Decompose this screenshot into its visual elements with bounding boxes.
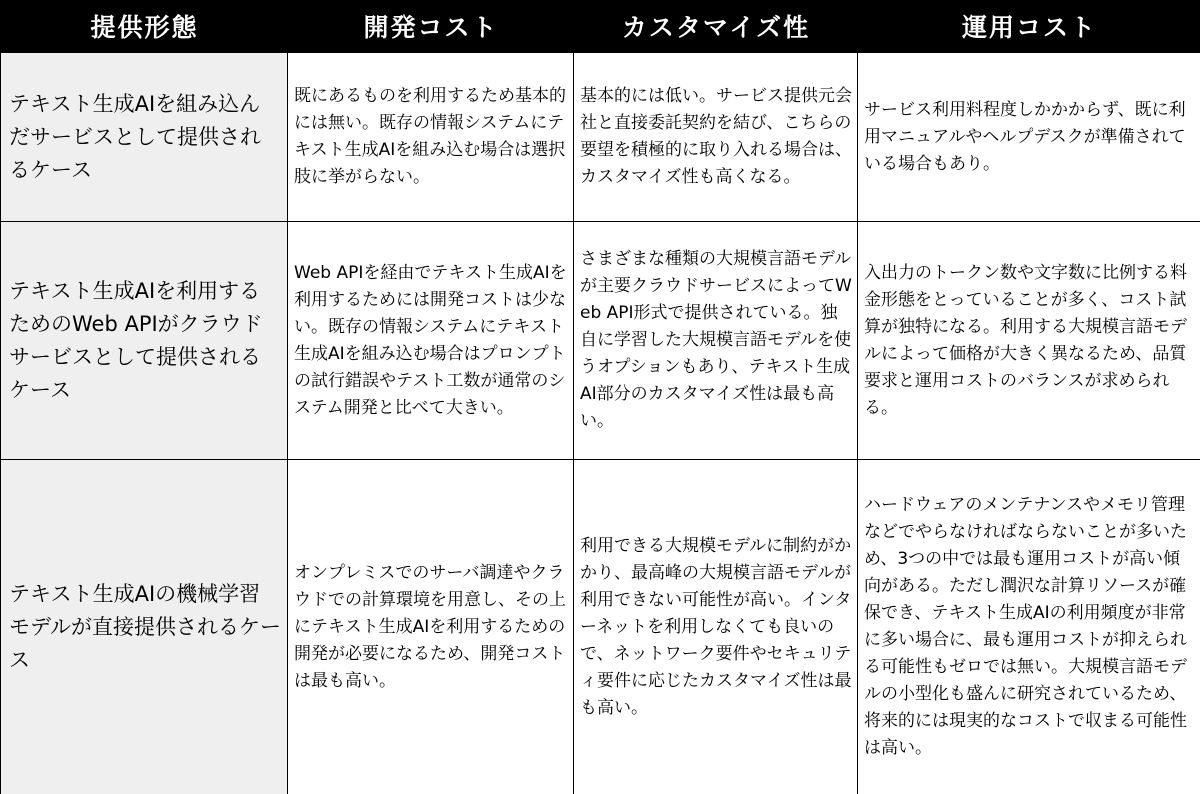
row-1-development-cost-text: 既にあるものを利用するため基本的には無い。既存の情報システムにテキスト生成AIを組み込む場合は選択肢に挙がらない。 [294, 86, 566, 187]
row-2-development-cost [288, 221, 574, 459]
row-3-operation-cost-text: ハードウェアのメンテナンスやメモリ管理などでやらなければならないことが多いため、3つの中では最も運用コストが高い傾向がある。ただし潤沢な計算リソースが確保でき、テキスト生成AIの利用頻度が非常に多い場合に、最も運用コストが抑えられる可能性もゼロでは無い。大規模言語モデルの小型化も盛んに研究されているため、将来的には現実的なコストで収まる可能性は高い。 [864, 495, 1187, 758]
header-operation-cost: 運用コスト [858, 0, 1200, 52]
header-provision-type: 提供形態 [1, 0, 288, 52]
row-3-development-cost-text: オンプレミスでのサーバ調達やクラウドでの計算環境を用意し、その上にテキスト生成AIを利用するための開発が必要になるため、開発コストは最も高い。 [294, 562, 566, 691]
row-1-operation-cost-text: サービス利用料程度しかかからず、既に利用マニュアルやヘルプデスクが準備されている場合もあり。 [864, 99, 1186, 174]
row-1-customizability-text: 基本的には低い。サービス提供元会社と直接委託契約を結び、こちらの要望を積極的に取り入れる場合は、カスタマイズ性も高くなる。 [580, 86, 852, 187]
row-2-customizability-text: さまざまな種類の大規模言語モデルが主要クラウドサービスによってWeb API形式で提供されている。独自に学習した大規模言語モデルを使うオプションもあり、テキスト生成AI部分のカスタマイズ性は最も高い。 [580, 249, 852, 431]
header-customizability: カスタマイズ性 [574, 0, 858, 52]
row-2-development-cost-text: Web APIを経由でテキスト生成AIを利用するためには開発コストは少ない。既存の情報システムにテキスト生成AIを組み込む場合はプロンプトの試行錯誤やテスト工数が通常のシステム開発と比べて大きい。 [294, 262, 567, 418]
row-2-provision-type [1, 221, 288, 459]
row-1-development-cost [288, 52, 574, 221]
row-2-operation-cost [858, 221, 1200, 459]
row-3-customizability-text: 利用できる大規模モデルに制約がかかり、最高峰の大規模言語モデルが利用できない可能性が高い。インターネットを利用しなくても良いので、ネットワーク要件やセキュリティ要件に応じたカスタマイズ性は最も高い。 [580, 535, 852, 718]
row-2-customizability [574, 221, 858, 459]
row-3-customizability [574, 459, 858, 794]
row-1-customizability [574, 52, 858, 221]
row-3-provision-type [1, 459, 288, 794]
row-3-provision-type-text: テキスト生成AIの機械学習モデルが直接提供されるケース [9, 581, 281, 672]
row-1-provision-type [1, 52, 288, 221]
header-development-cost: 開発コスト [288, 0, 574, 52]
row-2-operation-cost-text: 入出力のトークン数や文字数に比例する料金形態をとっていることが多く、コスト試算が独特になる。利用する大規模言語モデルによって価格が大きく異なるため、品質要求と運用コストのバランスが求められる。 [864, 262, 1187, 418]
row-2-provision-type-text: テキスト生成AIを利用するためのWeb APIがクラウドサービスとして提供されるケース [9, 278, 263, 402]
row-1-provision-type-text: テキスト生成AIを組み込んだサービスとして提供されるケース [9, 91, 261, 182]
row-3-development-cost [288, 459, 574, 794]
row-3-operation-cost [858, 459, 1200, 794]
row-1-operation-cost [858, 52, 1200, 221]
